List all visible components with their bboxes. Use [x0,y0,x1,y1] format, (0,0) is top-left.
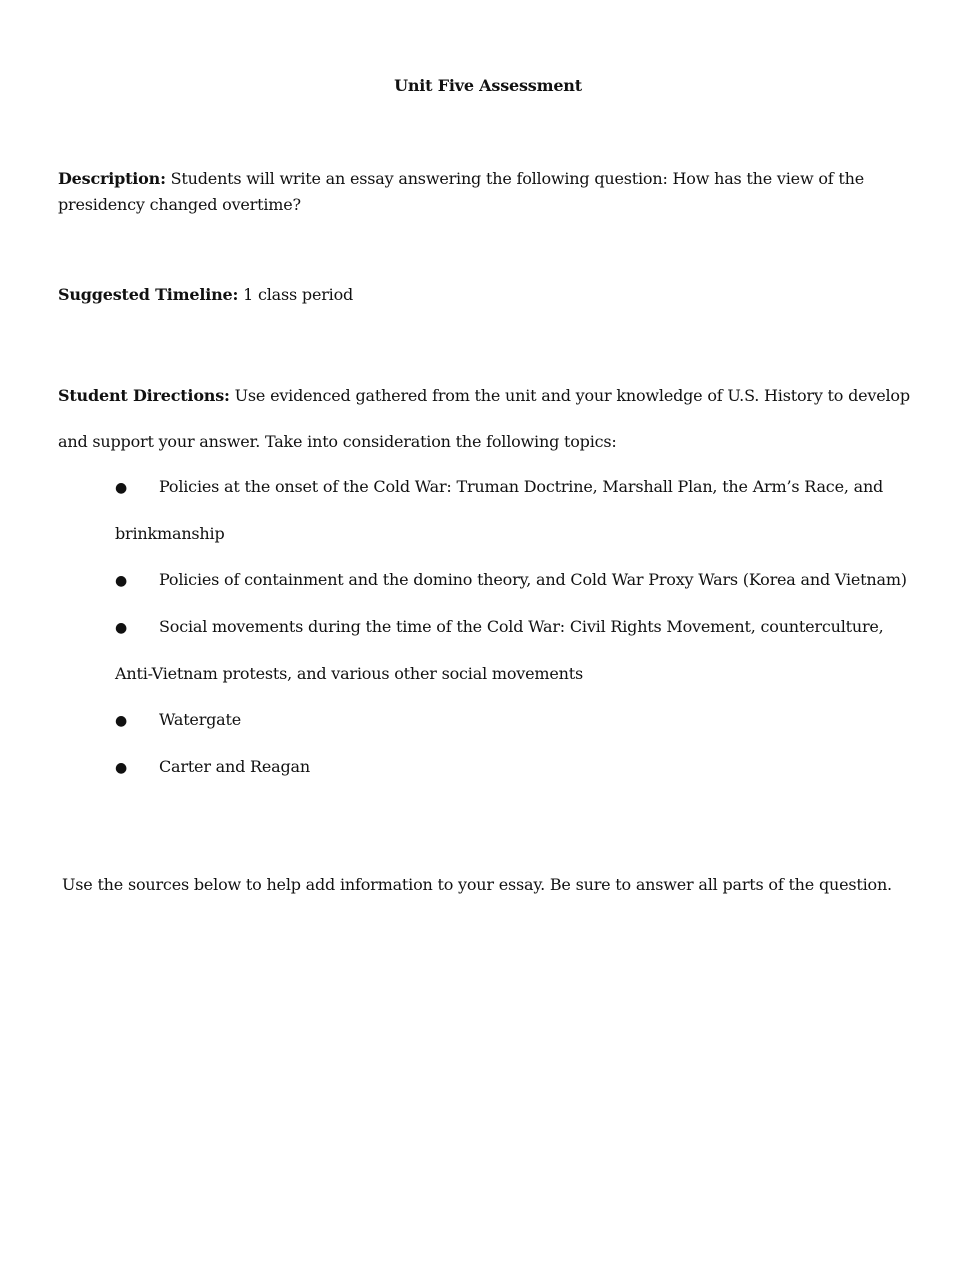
timeline-label: Suggested Timeline: [58,285,239,304]
description-paragraph [58,166,928,218]
list-item [115,604,915,697]
timeline-text: 1 class period [238,285,354,304]
list-item-text: Social movements during the time of the Cold War: Civil Rights Movement, counterculture, Anti-Vietnam protests, and various other social movements [115,617,884,683]
bullet-icon: ● [115,620,128,636]
bullet-icon: ● [115,480,128,496]
topics-list [115,464,915,791]
timeline-paragraph [58,282,928,308]
list-item [115,744,915,791]
description-label: Description: [58,169,166,188]
closing-instructions: Use the sources below to help add information to your essay. Be sure to answer all parts of the question. [62,875,892,894]
list-item-text: Watergate [159,710,242,729]
list-item [115,464,915,557]
list-item-text: Policies of containment and the domino theory, and Cold War Proxy Wars (Korea and Vietnam) [159,570,907,589]
list-item-text: Policies at the onset of the Cold War: Truman Doctrine, Marshall Plan, the Arm’s Race, and brinkmanship [115,477,884,543]
list-item [115,557,915,604]
directions-label: Student Directions: [58,386,230,405]
page-title: Unit Five Assessment [394,76,582,95]
bullet-icon: ● [115,573,128,589]
description-text: Students will write an essay answering the following question: How has the view of the presidency changed overtime? [58,169,864,214]
directions-paragraph [58,373,928,465]
list-item [115,697,915,744]
list-item-text: Carter and Reagan [159,757,310,776]
directions-text: Use evidenced gathered from the unit and your knowledge of U.S. History to develop and support your answer. Take into consideration the following topics: [58,386,910,451]
bullet-icon: ● [115,713,128,729]
bullet-icon: ● [115,760,128,776]
